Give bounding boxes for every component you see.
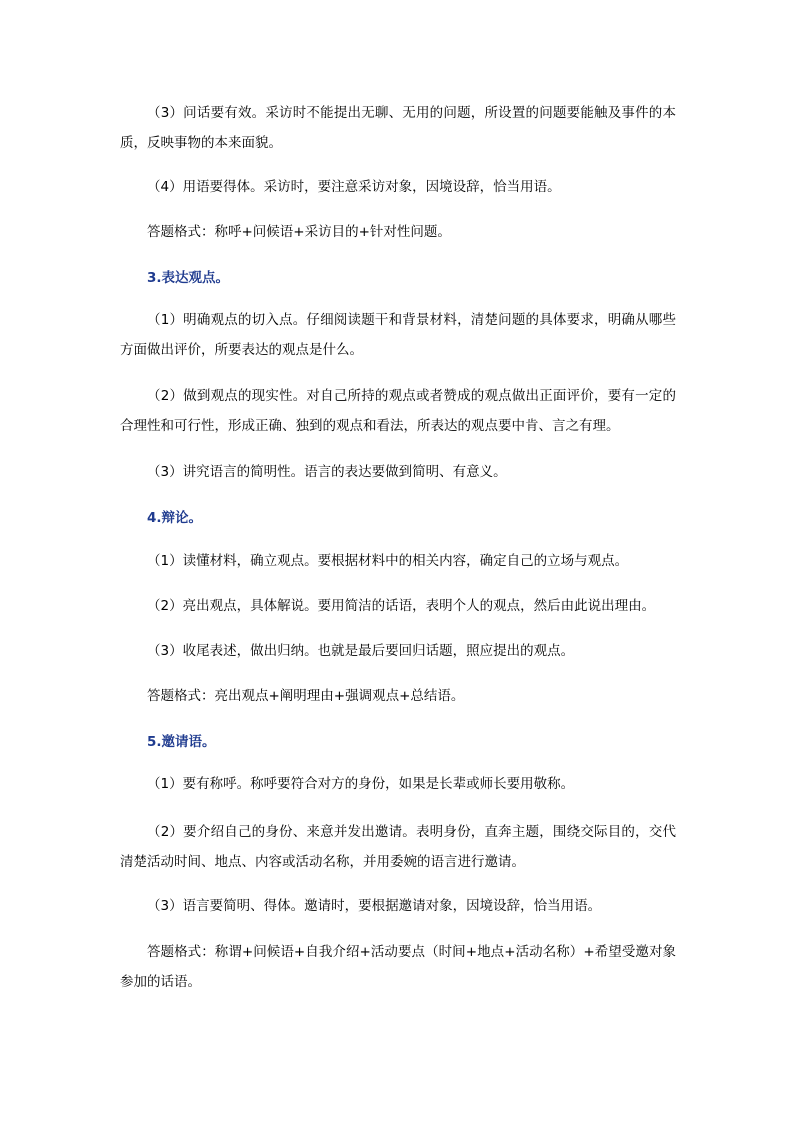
paragraph-opinion-3: （3）讲究语言的简明性。语言的表达要做到简明、有意义。 <box>147 464 507 480</box>
paragraph-opinion-2: （2）做到观点的现实性。对自己所持的观点或者赞成的观点做出正面评价，要有一定的合理性和可行性，形成正确、独到的观点和看法，所表达的观点要中肯、言之有理。 <box>120 388 676 434</box>
heading-debate: 4.辩论。 <box>147 510 203 526</box>
paragraph-debate-2: （2）亮出观点，具体解说。要用简洁的话语，表明个人的观点，然后由此说出理由。 <box>147 598 656 614</box>
paragraph-interview-wording: （4）用语要得体。采访时，要注意采访对象，因境设辞，恰当用语。 <box>147 179 561 195</box>
paragraph-invitation-format: 答题格式：称谓+问候语+自我介绍+活动要点（时间+地点+活动名称）+希望受邀对象参加的话语。 <box>120 944 676 990</box>
heading-express-opinion: 3.表达观点。 <box>147 270 230 286</box>
paragraph-opinion-1: （1）明确观点的切入点。仔细阅读题干和背景材料，清楚问题的具体要求，明确从哪些方面做出评价，所要表达的观点是什么。 <box>120 312 676 358</box>
paragraph-debate-3: （3）收尾表述，做出归纳。也就是最后要回归话题，照应提出的观点。 <box>147 643 575 659</box>
paragraph-invitation-1: （1）要有称呼。称呼要符合对方的身份，如果是长辈或师长要用敬称。 <box>147 776 575 792</box>
paragraph-debate-1: （1）读懂材料，确立观点。要根据材料中的相关内容，确定自己的立场与观点。 <box>147 553 629 569</box>
paragraph-invitation-3: （3）语言要简明、得体。邀请时，要根据邀请对象，因境设辞，恰当用语。 <box>147 898 602 914</box>
heading-invitation: 5.邀请语。 <box>147 734 216 750</box>
paragraph-debate-format: 答题格式：亮出观点+阐明理由+强调观点+总结语。 <box>147 688 465 704</box>
paragraph-invitation-2: （2）要介绍自己的身份、来意并发出邀请。表明身份，直奔主题，围绕交际目的，交代清楚活动时间、地点、内容或活动名称，并用委婉的语言进行邀请。 <box>120 824 676 870</box>
paragraph-interview-question: （3）问话要有效。采访时不能提出无聊、无用的问题，所设置的问题要能触及事件的本质，反映事物的本来面貌。 <box>120 105 676 151</box>
paragraph-interview-format: 答题格式：称呼+问候语+采访目的+针对性问题。 <box>147 224 451 240</box>
